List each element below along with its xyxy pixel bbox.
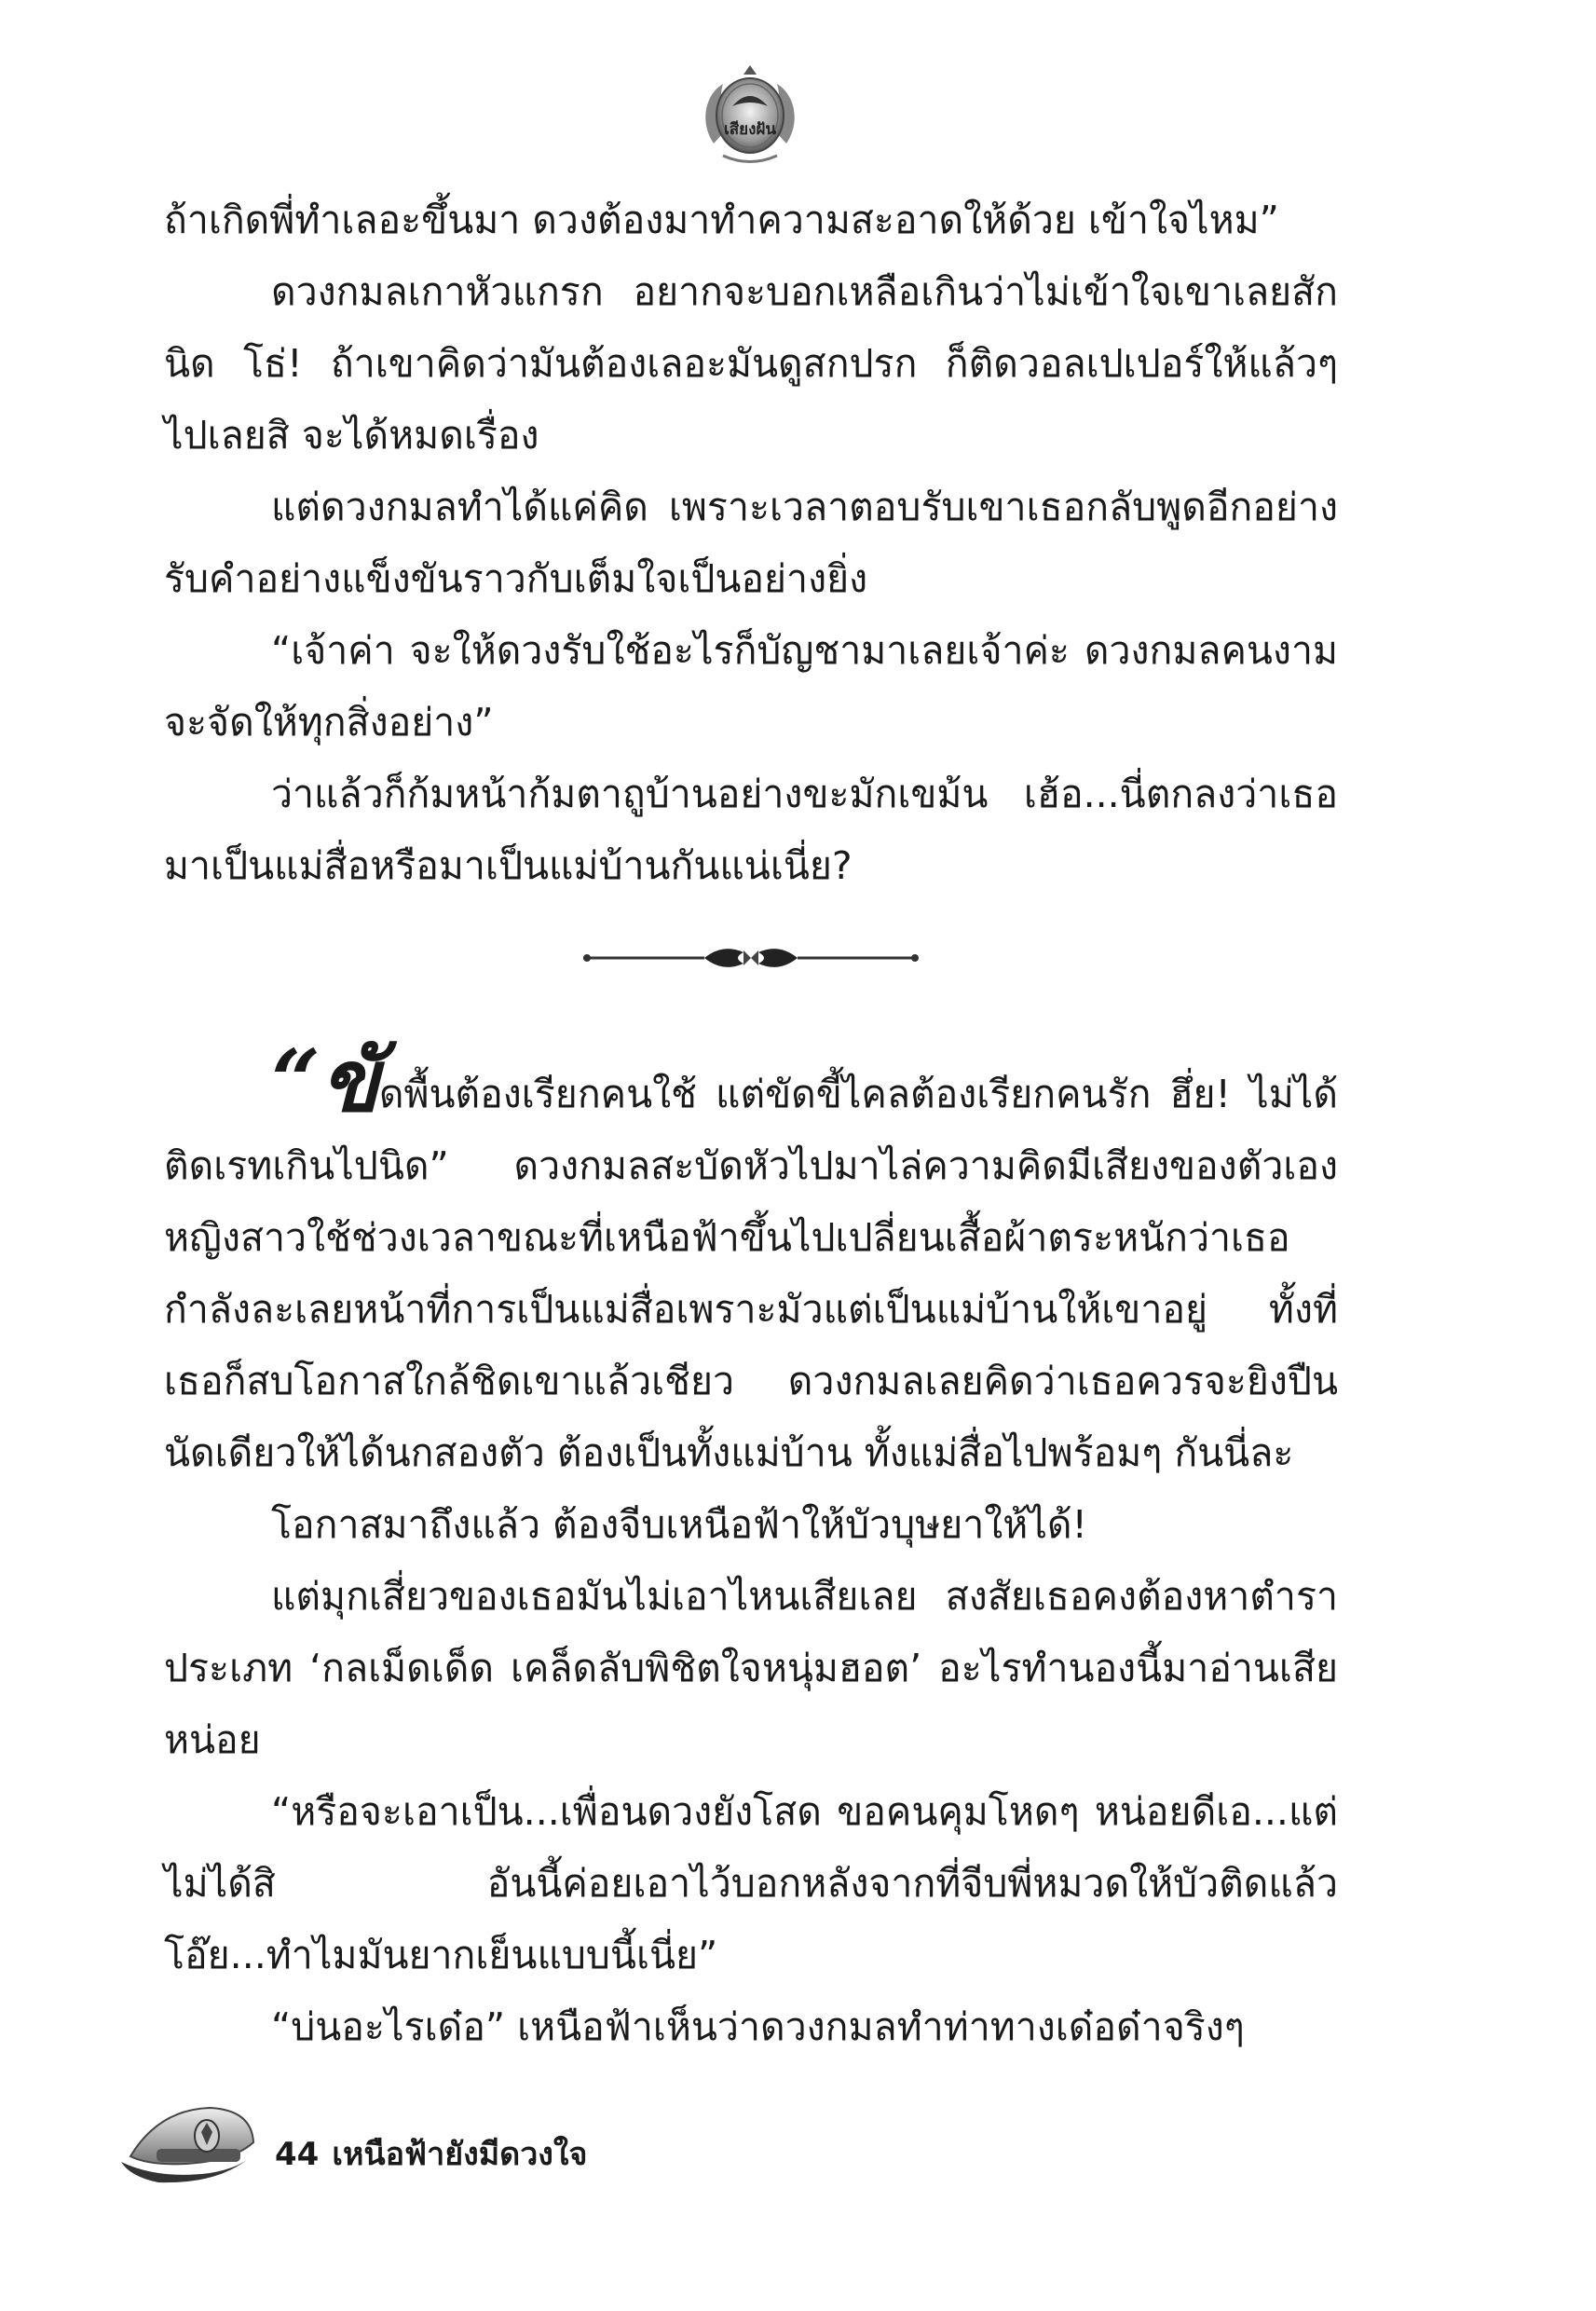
paragraph: ถ้าเกิดพี่ทำเลอะขึ้นมา ดวงต้องมาทำความสะอาดให้ด้วย เข้าใจไหม” <box>164 198 1279 242</box>
emblem-label: เสียงฝัน <box>723 120 777 139</box>
paragraph: แต่มุกเสี่ยวของเธอมันไม่เอาไหนเสียเลย สงสัยเธอคงต้องหาตำราประเภท ‘กลเม็ดเด็ด เคล็ดลับพิชิตใจหนุ่มฮอต’ อะไรทำนองนี้มาอ่านเสียหน่อย <box>164 1574 1338 1762</box>
paragraph: ว่าแล้วก็ก้มหน้าก้มตาถูบ้านอย่างขะมักเขม้น เฮ้อ...นี่ตกลงว่าเธอมาเป็นแม่สื่อหรือมาเป็นแม่บ้านกันแน่เนี่ย? <box>164 772 1338 888</box>
opening-paragraph <box>164 1031 1338 1489</box>
drop-cap: “ขั <box>271 1031 379 1131</box>
body-text <box>164 185 1338 2063</box>
paragraph: แต่ดวงกมลทำได้แค่คิด เพราะเวลาตอบรับเขาเธอกลับพูดอีกอย่าง รับคำอย่างแข็งขันราวกับเต็มใจเป็นอย่างยิ่ง <box>164 485 1338 601</box>
page-footer <box>121 2091 773 2203</box>
page-number: 44 <box>275 2136 320 2173</box>
paragraph: ดวงกมลเกาหัวแกรก อยากจะบอกเหลือเกินว่าไม่เข้าใจเขาเลยสักนิด โธ่! ถ้าเขาคิดว่ามันต้องเลอะมันดูสกปรก ก็ติดวอลเปเปอร์ให้แล้วๆ ไปเลยสิ จะได้หมดเรื่อง <box>164 269 1338 458</box>
ornament-divider-icon <box>583 939 919 977</box>
paragraph: โอกาสมาถึงแล้ว ต้องจีบเหนือฟ้าให้บัวบุษยาให้ได้! <box>271 1502 1087 1547</box>
paragraph: “บ่นอะไรเด๋อ” เหนือฟ้าเห็นว่าดวงกมลทำท่าทางเด๋อด๋าจริงๆ <box>271 2004 1245 2049</box>
paragraph: “หรือจะเอาเป็น...เพื่อนดวงยังโสด ขอคนคุมโหดๆ หน่อยดีเอ...แต่ไม่ได้สิ อันนี้ค่อยเอาไว้บอกหลังจากที่จีบพี่หมวดให้บัวติดแล้ว โอ๊ย...ทำไมมันยากเย็นแบบนี้เนี่ย” <box>164 1789 1338 1977</box>
book-title: เหนือฟ้ายังมีดวงใจ <box>332 2136 588 2173</box>
paragraph: “เจ้าค่า จะให้ดวงรับใช้อะไรก็บัญชามาเลยเจ้าค่ะ ดวงกมลคนงามจะจัดให้ทุกสิ่งอย่าง” <box>164 628 1338 745</box>
footer-text <box>275 2128 587 2179</box>
police-cap-icon <box>121 2091 261 2194</box>
publisher-emblem-icon <box>695 58 805 168</box>
paragraph-text: ดพื้นต้องเรียกคนใช้ แต่ขัดขี้ไคลต้องเรียกคนรัก ฮึ่ย! ไม่ได้ ติดเรทเกินไปนิด” ดวงกมลสะบัดหัวไปมาไล่ความคิดมีเสียงของตัวเอง หญิงสาวใช้ช่วงเวลาขณะที่เหนือฟ้าขึ้นไปเปลี่ยนเสื้อผ้าตระหนักว่าเธอกำลังละเลยหน้าที่การเป็นแม่สื่อเพราะมัวแต่เป็นแม่บ้านให้เขาอยู่ ทั้งที่เธอก็สบโอกาสใกล้ชิดเขาแล้วเชียว ดวงกมลเลยคิดว่าเธอควรจะยิงปืนนัดเดียวให้ได้นกสองตัว ต้องเป็นทั้งแม่บ้าน ทั้งแม่สื่อไปพร้อมๆ กันนี่ละ <box>164 1072 1338 1475</box>
section-divider <box>164 902 1338 1046</box>
